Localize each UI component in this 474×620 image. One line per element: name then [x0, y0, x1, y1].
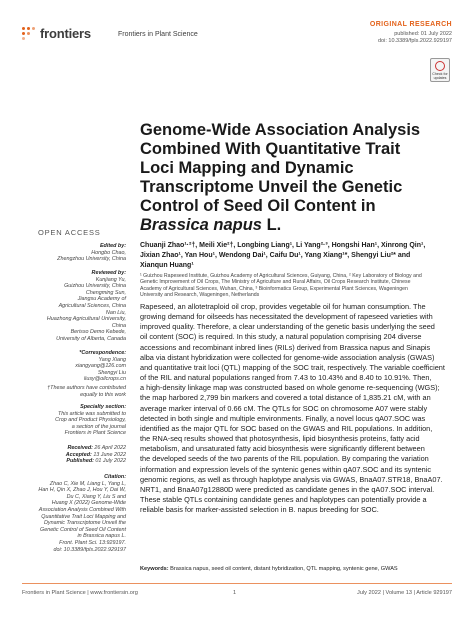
email-link[interactable]: xiangyang@126.com: [75, 363, 126, 370]
article-title: Genome-Wide Association Analysis Combined With Quantitative Trait Loci Mapping and Dynamic Transcriptome Unveil the Genetic Control of Seed Oil Content in Brassica napus L.: [140, 121, 421, 234]
check-updates-icon: [435, 61, 445, 71]
abstract-line: alba via distant hybridization were collected for genome-wide association analysis (GWAS): [140, 352, 435, 362]
footer-divider: [22, 583, 452, 584]
open-access-label: OPEN ACCESS: [38, 228, 101, 237]
abstract-line: Rapeseed, an allotetraploid oil crop, provides vegetable oil for human consumption. The: [140, 302, 426, 311]
logo-text: frontiers: [40, 26, 91, 41]
equal-contribution-note: †These authors have contributed equally to this work: [47, 385, 126, 398]
abstract-line: metabolism, and unsaturated fatty acid biosynthesis were significantly different between: [140, 444, 425, 454]
footer-journal[interactable]: Frontiers in Plant Science | www.frontiersin.org: [22, 590, 138, 596]
abstract-line: of the RIL and natural populations ranged from 7.43 to 10.43% and 8.40 to 10.91%. Then,: [140, 373, 432, 383]
abstract-line: and quantitative trait loci (QTL) mapping of the SOC trait, respectively. The variable coefficient: [140, 362, 445, 372]
abstract-line: improved quality. Therefore, a clear understanding of the genetic basis underlying the seed: [140, 322, 435, 332]
page-number: 1: [233, 590, 237, 596]
keywords: Keywords: Brassica napus, seed oil content, distant hybridization, QTL mapping, syntenic gene, GWAS: [140, 566, 398, 572]
abstract-line: NRT1, and BnaA07g12880D were predicted as candidate genes in the qA07.SOC interval.: [140, 484, 435, 494]
abstract-line: genomic regions, as well as through haplotype analysis via GWAS, BnaA07.STR18, BnaA07.: [140, 474, 443, 484]
abstract-line: the developed seeds of the two parents of the RIL population. By comparing the variation: [140, 454, 429, 464]
specialty-section-block: Specialty section: This article was submitted to Crop and Product Physiology, a section of the journal Frontiers in Plant Science: [55, 404, 126, 437]
correspondence-block: *Correspondence: Yang Xiang xiangyang@126.com Shengyi Liu liusy@oilcrops.cn: [22, 350, 126, 383]
dates-block: Received: 26 April 2022 Accepted: 13 June 2022 Published: 01 July 2022: [65, 445, 126, 465]
abstract-line: information and expression levels of the syntenic genes within qA07.SOC and its syntenic: [140, 464, 432, 474]
edited-by-block: Edited by: Hongbo Chao, Zhengzhou University, China: [57, 243, 126, 263]
abstract-line: the map harbored 2,799 bin markers and covered a total distance of 1,835.21 cM, with an: [140, 393, 431, 403]
published-date: published: 01 July 2022: [394, 31, 452, 37]
abstract-line: reliable basis for marker-assisted selection in B. napus breeding for SOC.: [140, 505, 379, 515]
abstract-line: oil content (SOC) is required. In this study, a natural population comprising 204 diverse: [140, 332, 422, 342]
reviewed-by-block: Reviewed by: Kunjiang Yu, Guizhou University, China Chengming Sun, Jiangsu Academy of Agricultural Sciences, China Nan Liu, Huazhong Agricultural University, China Berisso Demo Kebede, University of Alberta, Canada: [46, 270, 126, 342]
abstract: [140, 302, 447, 515]
abstract-line: average marker interval of 0.66 cM. The QTLs for SOC on chromosome A07 were stably: [140, 403, 428, 413]
email-link[interactable]: liusy@oilcrops.cn: [83, 376, 126, 383]
frontiers-logo[interactable]: [22, 26, 91, 41]
abstract-line: detected in both single and multiple environments. Finally, a novel locus qA07.SOC was: [140, 413, 426, 423]
check-updates-label: Check for updates: [432, 72, 448, 80]
footer-volume: July 2022 | Volume 13 | Article 929197: [357, 590, 452, 596]
author-list: Chuanji Zhao¹·²†, Meili Xie²†, Longbing Liang¹, Li Yang²·³, Hongshi Han¹, Xinrong Qin¹, Jixian Zhao¹, Yan Hou¹, Wendong Dai¹, Caifu Du¹, Yang Xiang¹*, Shengyi Liu²* and Xianqun Huang¹: [140, 242, 426, 269]
abstract-line: These stable QTLs containing candidate genes and haplotypes can potentially provide a: [140, 494, 427, 504]
abstract-line: the RNA-seq results showed that photosynthesis, lipid biosynthesis proteins, fatty acid: [140, 434, 420, 444]
abstract-line: identified as the major QTL for SOC based on the GWAS and RIL populations. In addition,: [140, 423, 433, 433]
frontiers-logo-icon: [22, 27, 36, 41]
affiliations: ¹ Guizhou Rapeseed Institute, Guizhou Academy of Agricultural Sciences, Guiyang, China, ² Key Laboratory of Biology and Genetic Improvement of Oil Crops, The Ministry of Agriculture and Rural Affairs, Oil Crops Research Institute, Chinese Academy of Agricultural Sciences, Wuhan, China, ³ Bioinformatics Group, Experimental Plant Sciences, Wageningen University and Research, Wageningen, Netherlands: [140, 273, 422, 299]
abstract-line: growing demand for oilseeds has necessitated the development of rapeseed varieties with: [140, 312, 433, 322]
article-type: ORIGINAL RESEARCH: [369, 21, 452, 28]
journal-name: Frontiers in Plant Science: [118, 31, 198, 38]
check-for-updates-button[interactable]: [430, 58, 450, 82]
abstract-line: accessions and recombinant inbred lines (RILs) derived from Brassica napus and Sinapis: [140, 342, 431, 352]
abstract-line: a high-density linkage map was constructed based on whole genome re-sequencing (WGS);: [140, 383, 440, 393]
doi-link[interactable]: doi: 10.3389/fpls.2022.929197: [377, 38, 452, 44]
citation-block: Citation: Zhao C, Xie M, Liang L, Yang L, Han H, Qin X, Zhao J, Hou Y, Dai W, Du C, Xiang Y, Liu S and Huang X (2022) Genome-Wide Association Analysis Combined With Quantitative Trait Loci Mapping and Dynamic Transcriptome Unveil the Genetic Control of Seed Oil Content in Brassica napus L. Front. Plant Sci. 13:929197. doi: 10.3389/fpls.2022.929197: [38, 474, 126, 553]
